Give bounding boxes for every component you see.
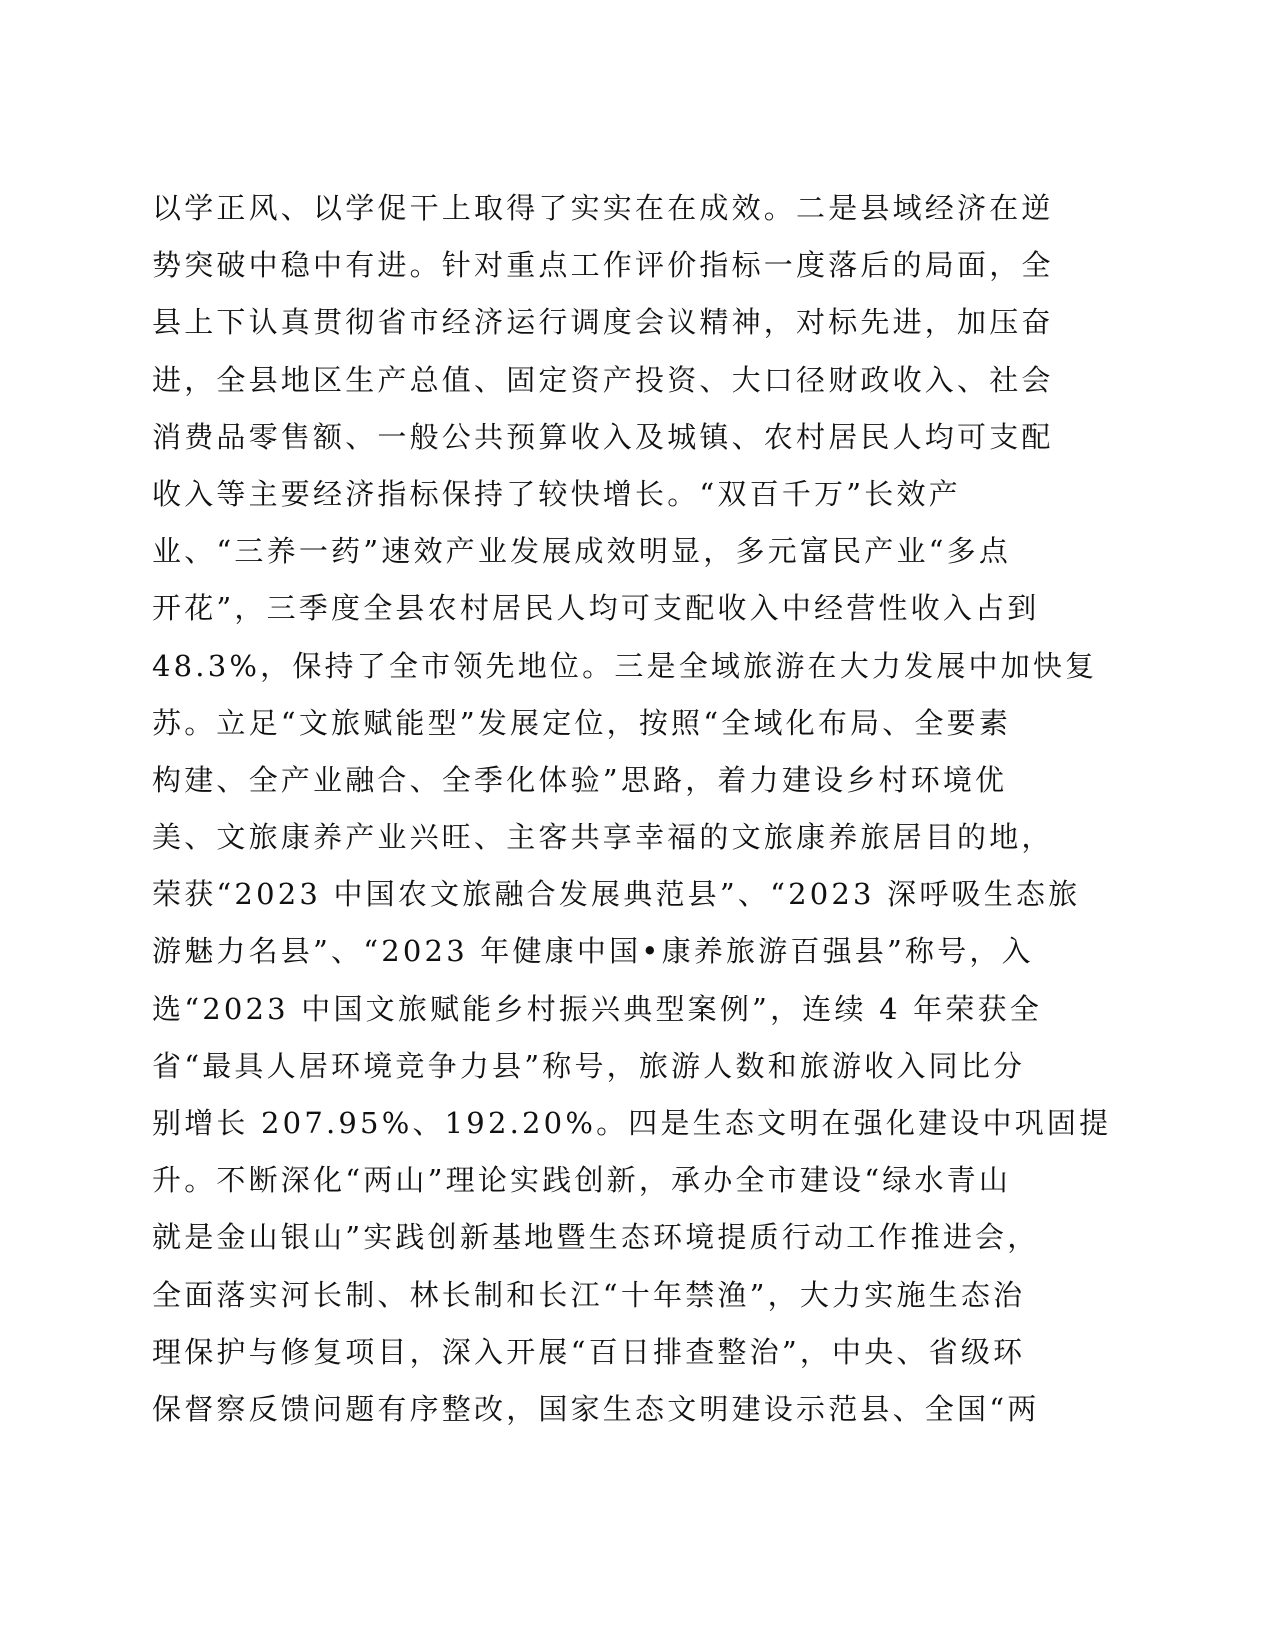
text-line: 收入等主要经济指标保持了较快增长。“双百千万”长效产 [152,476,961,511]
text-line: 省“最具人居环境竞争力县”称号，旅游人数和旅游收入同比分 [152,1048,1026,1083]
text-line: 消费品零售额、一般公共预算收入及城镇、农村居民人均可支配 [152,419,1054,454]
body-text [152,180,1112,1438]
text-line: 48.3%，保持了全市领先地位。三是全域旅游在大力发展中加快复 [152,648,1098,683]
text-line: 保督察反馈问题有序整改，国家生态文明建设示范县、全国“两 [152,1391,1040,1426]
text-line: 势突破中稳中有进。针对重点工作评价指标一度落后的局面，全 [152,248,1054,283]
text-line: 苏。立足“文旅赋能型”发展定位，按照“全域化布局、全要素 [152,705,1012,740]
text-line: 升。不断深化“两山”理论实践创新，承办全市建设“绿水青山 [152,1163,1012,1198]
text-line: 荣获“2023 中国农文旅融合发展典范县”、“2023 深呼吸生态旅 [152,877,1081,912]
text-line: 别增长 207.95%、192.20%。四是生态文明在强化建设中巩固提 [152,1106,1112,1140]
text-line: 理保护与修复项目，深入开展“百日排查整治”，中央、省级环 [152,1334,1026,1369]
text-line: 开花”，三季度全县农村居民人均可支配收入中经营性收入占到 [152,591,1040,626]
text-line: 县上下认真贯彻省市经济运行调度会议精神，对标先进，加压奋 [152,305,1054,340]
text-line: 选“2023 中国文旅赋能乡村振兴典型案例”，连续 4 年荣获全 [152,991,1042,1026]
text-line: 构建、全产业融合、全季化体验”思路，着力建设乡村环境优 [152,762,1008,797]
text-line: 美、文旅康养产业兴旺、主客共享幸福的文旅康养旅居目的地， [152,820,1054,855]
text-line: 就是金山银山”实践创新基地暨生态环境提质行动工作推进会， [152,1220,1040,1255]
text-line: 以学正风、以学促干上取得了实实在在成效。二是县域经济在逆 [152,191,1054,225]
text-line: 全面落实河长制、林长制和长江“十年禁渔”，大力实施生态治 [152,1277,1026,1312]
text-line: 游魅力名县”、“2023 年健康中国•康养旅游百强县”称号，入 [152,934,1034,969]
text-line: 进，全县地区生产总值、固定资产投资、大口径财政收入、社会 [152,362,1054,397]
text-line: 业、“三养一药”速效产业发展成效明显，多元富民产业“多点 [152,534,1012,569]
